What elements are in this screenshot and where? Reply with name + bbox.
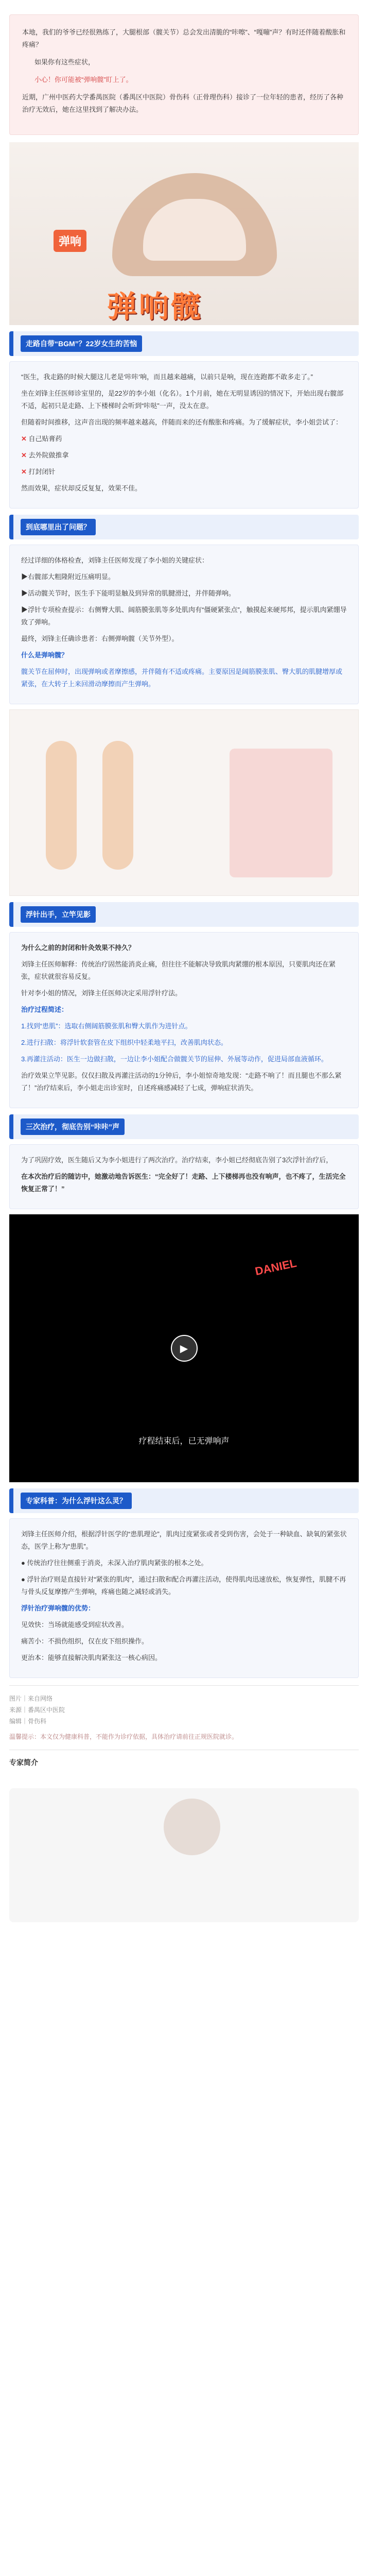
section-4-box [9, 1144, 359, 1209]
section-3-question: 为什么之前的封闭和针灸效果不持久？ [21, 944, 135, 952]
hero-illustration [9, 142, 359, 325]
avatar [164, 1799, 220, 1855]
video-caption: 疗程结束后，已无弹响声 [138, 1437, 230, 1446]
author-heading: 专家简介 [9, 1758, 38, 1767]
intro-paragraph-3: 小心！你可能被“弹响髋”盯上了。 [34, 76, 133, 83]
section-1-paragraph-2: 坐在刘锋主任医师诊室里的，是22岁的李小姐（化名）。1个月前，她在无明显诱因的情况下，开始出现右髋部不适，起初只是走路、上下楼梯时会听到“咔哒”一声，没太在意。 [21, 389, 344, 410]
section-2-bullet-2: ▶活动髋关节时，医生手下能明显触及到异常的肌腱滑过，并伴随弹响。 [21, 589, 236, 597]
section-4-paragraph-1: 为了巩固疗效，医生随后又为李小姐进行了两次治疗。治疗结束，李小姐已经彻底告别了3次浮针治疗后， [21, 1156, 333, 1164]
section-1-list-item: ✕ 去外院做推拿 [21, 449, 347, 462]
section-5-advantage-2: 痛苦小：不损伤组织，仅在皮下组织操作。 [21, 1637, 149, 1645]
anatomy-illustration [9, 709, 359, 896]
section-3-paragraph-1: 刘锋主任医师解释：传统治疗固然能消炎止痛，但往往不能解决导致肌肉紧绷的根本原因，只要肌肉还在紧张，症状就很容易反复。 [21, 960, 336, 980]
section-3-label: 浮针出手，立竿见影 [21, 906, 96, 923]
section-5-advantage-3: 更治本：能够直接解决肌肉紧张这一核心病因。 [21, 1654, 162, 1662]
footer-divider [9, 1685, 359, 1686]
section-1-paragraph-1: “医生，我走路的时候大腿这儿老是‘咔咔’响，而且越来越痛，以前只是响，现在连跑都不敢多走了。” [21, 373, 313, 381]
tissue-diagram [230, 749, 332, 877]
section-2-box [9, 545, 359, 704]
section-5-label: 专家科普：为什么浮针这么灵？ [21, 1493, 132, 1509]
section-1-heading [9, 331, 359, 356]
section-2-paragraph-1: 经过详细的体格检查，刘锋主任医师发现了李小姐的关键症状： [21, 556, 209, 564]
section-2-bullet-3: ▶浮针专项检查提示：右侧臀大肌、阔筋膜张肌等多处肌肉有“僵硬紧张点”，触摸起来硬邦邦，提示肌肉紧绷导致了弹响。 [21, 606, 347, 626]
section-1-paragraph-3: 但随着时间推移，这声音出现的频率越来越高，伴随而来的还有酸胀和疼痛。为了缓解症状，李小姐尝试了： [21, 418, 343, 426]
section-3-box [9, 932, 359, 1108]
footer-line-3: 编辑｜骨伤科 [9, 1718, 47, 1725]
section-1-label: 走路自带“BGM”？22岁女生的苦恼 [21, 335, 142, 352]
section-1-list-item: ✕ 自己贴膏药 [21, 433, 347, 445]
section-3-step-3: 3.再灌注活动：医生一边做扫散，一边让李小姐配合做髋关节的屈伸、外展等动作，促进局部血液循环。 [21, 1055, 328, 1063]
section-2-paragraph-2: 最终，刘锋主任确诊患者：右侧弹响髋（关节外型）。 [21, 635, 179, 642]
intro-paragraph-1: 本地，我们的爷爷已经很熟练了，大腿根部（髋关节）总会发出清脆的“咔嚓”、“嘎嘣”声？有时还伴随着酸胀和疼痛？ [22, 28, 346, 48]
section-4-heading [9, 1114, 359, 1139]
leg-right-shape [102, 741, 133, 870]
section-5-paragraph-3: ● 浮针治疗则是直接针对“紧张的肌肉”，通过扫散和配合再灌注活动，使得肌肉迅速放松，恢复弹性，肌腱不再与骨头反复摩擦产生弹响，疼痛也随之减轻或消失。 [21, 1575, 346, 1596]
intro-box [9, 14, 359, 135]
section-1-paragraph-4: 然而效果，症状却反反复复，效果不佳。 [21, 484, 142, 492]
section-3-paragraph-2: 针对李小姐的情况，刘锋主任医师决定采用浮针疗法。 [21, 989, 182, 997]
video-player[interactable] [9, 1214, 359, 1482]
section-4-paragraph-2: 在本次治疗后的随访中，她激动地告诉医生：“完全好了！走路、上下楼梯再也没有响声，也不疼了，生活完全恢复正常了！” [21, 1173, 346, 1193]
section-5-heading [9, 1488, 359, 1513]
section-5-advantage-1: 见效快：当场就能感受到症状改善。 [21, 1621, 129, 1629]
section-3-heading [9, 902, 359, 927]
section-5-paragraph-1: 刘锋主任医师介绍，根据浮针医学的“患肌理论”，肌肉过度紧张或者受到伤害，会处于一种缺血、缺氧的紧张状态，医学上称为“患肌”。 [21, 1530, 347, 1550]
section-3-step-1: 1.找到“患肌”：选取右侧阔筋膜张肌和臀大肌作为进针点。 [21, 1022, 192, 1030]
footer-line-1: 图片｜来自网络 [9, 1695, 53, 1702]
section-5-subheading: 浮针治疗弹响髋的优势： [21, 1604, 95, 1612]
intro-paragraph-2: 如果你有这些症状， [34, 58, 95, 66]
section-1-box [9, 361, 359, 509]
section-4-label: 三次治疗，彻底告别“咔咔”声 [21, 1118, 125, 1135]
footer-line-2: 来源｜番禺区中医院 [9, 1706, 65, 1714]
section-5-paragraph-2: ● 传统治疗往往侧重于消炎，未深入治疗肌肉紧张的根本之处。 [21, 1559, 208, 1567]
section-3-subheading: 治疗过程简述： [21, 1006, 68, 1013]
section-5-box [9, 1518, 359, 1678]
hero-badge: 弹响 [54, 230, 86, 252]
footer-note: 温馨提示：本文仅为健康科普，不能作为诊疗依据，具体治疗请前往正规医院就诊。 [9, 1733, 238, 1740]
section-3-paragraph-3: 治疗效果立竿见影。仅仅扫散及再灌注活动的1分钟后，李小姐惊奇地发现：“走路不响了！而且腿也不那么紧了！”治疗结束后，李小姐走出诊室时，自述疼痛感减轻了七成，弹响症状消失。 [21, 1072, 342, 1092]
section-2-paragraph-3: 髋关节在屈伸时，出现弹响或者摩擦感，并伴随有不适或疼痛。主要原因是阔筋膜张肌、臀大肌的肌腱增厚或紧张，在大转子上来回滑动摩擦而产生弹响。 [21, 668, 343, 688]
leg-left-shape [46, 741, 77, 870]
hero-title: 弹响髋 [107, 290, 203, 324]
author-card [9, 1788, 359, 1922]
section-3-step-2: 2.进行扫散：将浮针软套管在皮下组织中轻柔地平扫，改善肌肉状态。 [21, 1039, 227, 1046]
section-2-label: 到底哪里出了问题？ [21, 519, 96, 535]
intro-paragraph-4: 近期，广州中医药大学番禺医院（番禺区中医院）骨伤科（正骨理伤科）接诊了一位年轻的患者，经历了各种治疗无效后，她在这里找到了解决办法。 [22, 93, 344, 113]
footer [9, 1693, 359, 1742]
play-icon[interactable]: ▶ [171, 1335, 198, 1362]
section-2-subheading: 什么是弹响髋？ [21, 651, 68, 659]
section-2-bullet-1: ▶右髋部大粗隆附近压痛明显。 [21, 573, 115, 581]
video-overlay-text: DANIEL [254, 1256, 298, 1278]
section-2-heading [9, 515, 359, 539]
section-1-list-item: ✕ 打封闭针 [21, 466, 347, 478]
